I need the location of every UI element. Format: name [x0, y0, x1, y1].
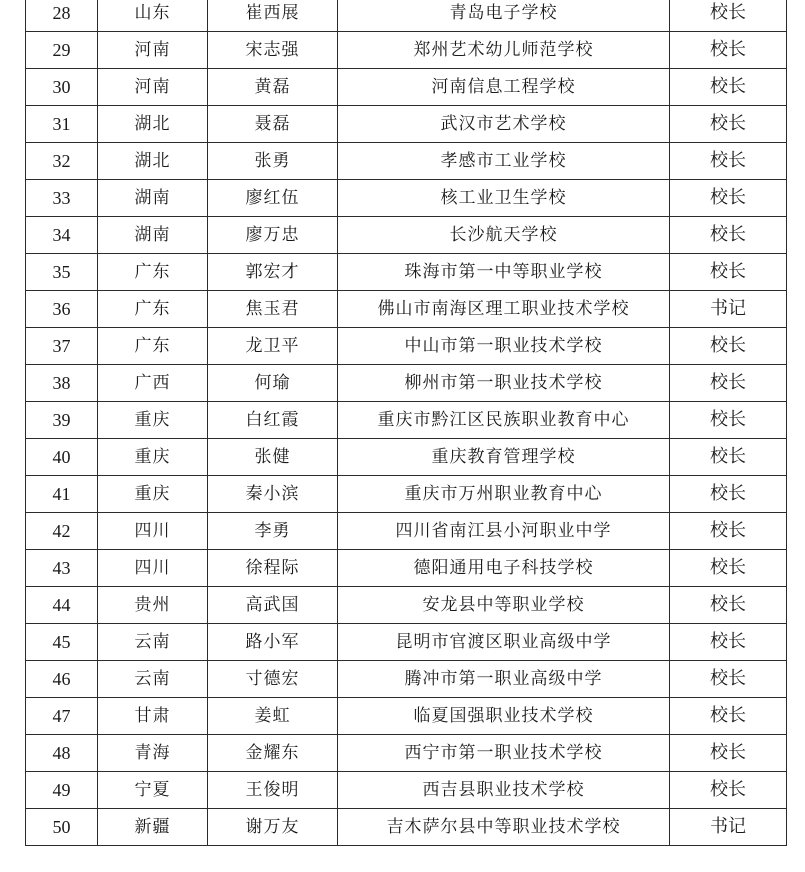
person-name-cell: 崔西展	[208, 0, 338, 32]
position-title-cell: 校长	[670, 328, 787, 365]
table-row	[26, 180, 787, 217]
table-row	[26, 32, 787, 69]
province-cell: 宁夏	[98, 772, 208, 809]
person-name-cell: 谢万友	[208, 809, 338, 846]
table-row	[26, 772, 787, 809]
school-name-cell: 珠海市第一中等职业学校	[338, 254, 670, 291]
province-cell: 甘肃	[98, 698, 208, 735]
person-name-cell: 王俊明	[208, 772, 338, 809]
row-number-cell: 28	[26, 0, 98, 32]
province-cell: 河南	[98, 69, 208, 106]
school-name-cell: 河南信息工程学校	[338, 69, 670, 106]
province-cell: 重庆	[98, 476, 208, 513]
province-cell: 重庆	[98, 439, 208, 476]
school-name-cell: 西吉县职业技术学校	[338, 772, 670, 809]
position-title-cell: 校长	[670, 402, 787, 439]
row-number-cell: 39	[26, 402, 98, 439]
row-number-cell: 37	[26, 328, 98, 365]
row-number-cell: 46	[26, 661, 98, 698]
table-row	[26, 661, 787, 698]
position-title-cell: 校长	[670, 143, 787, 180]
school-name-cell: 腾冲市第一职业高级中学	[338, 661, 670, 698]
province-cell: 广东	[98, 328, 208, 365]
province-cell: 湖北	[98, 143, 208, 180]
province-cell: 四川	[98, 550, 208, 587]
row-number-cell: 38	[26, 365, 98, 402]
school-name-cell: 核工业卫生学校	[338, 180, 670, 217]
school-name-cell: 安龙县中等职业学校	[338, 587, 670, 624]
person-name-cell: 金耀东	[208, 735, 338, 772]
province-cell: 河南	[98, 32, 208, 69]
school-name-cell: 昆明市官渡区职业高级中学	[338, 624, 670, 661]
position-title-cell: 校长	[670, 32, 787, 69]
person-name-cell: 廖万忠	[208, 217, 338, 254]
position-title-cell: 校长	[670, 624, 787, 661]
person-name-cell: 寸德宏	[208, 661, 338, 698]
school-name-cell: 重庆教育管理学校	[338, 439, 670, 476]
position-title-cell: 校长	[670, 735, 787, 772]
row-number-cell: 44	[26, 587, 98, 624]
table-row	[26, 698, 787, 735]
row-number-cell: 42	[26, 513, 98, 550]
school-name-cell: 武汉市艺术学校	[338, 106, 670, 143]
principal-roster-table	[25, 0, 787, 846]
person-name-cell: 徐程际	[208, 550, 338, 587]
school-name-cell: 重庆市黔江区民族职业教育中心	[338, 402, 670, 439]
person-name-cell: 聂磊	[208, 106, 338, 143]
position-title-cell: 校长	[670, 217, 787, 254]
person-name-cell: 李勇	[208, 513, 338, 550]
province-cell: 青海	[98, 735, 208, 772]
table-row	[26, 735, 787, 772]
province-cell: 广西	[98, 365, 208, 402]
table-row	[26, 0, 787, 32]
row-number-cell: 35	[26, 254, 98, 291]
position-title-cell: 校长	[670, 772, 787, 809]
row-number-cell: 29	[26, 32, 98, 69]
position-title-cell: 书记	[670, 809, 787, 846]
province-cell: 湖北	[98, 106, 208, 143]
province-cell: 新疆	[98, 809, 208, 846]
school-name-cell: 四川省南江县小河职业中学	[338, 513, 670, 550]
table-row	[26, 254, 787, 291]
person-name-cell: 廖红伍	[208, 180, 338, 217]
person-name-cell: 高武国	[208, 587, 338, 624]
row-number-cell: 40	[26, 439, 98, 476]
row-number-cell: 32	[26, 143, 98, 180]
roster-table-body	[26, 0, 787, 846]
person-name-cell: 秦小滨	[208, 476, 338, 513]
row-number-cell: 47	[26, 698, 98, 735]
row-number-cell: 33	[26, 180, 98, 217]
person-name-cell: 龙卫平	[208, 328, 338, 365]
table-row	[26, 365, 787, 402]
table-row	[26, 143, 787, 180]
school-name-cell: 郑州艺术幼儿师范学校	[338, 32, 670, 69]
row-number-cell: 36	[26, 291, 98, 328]
province-cell: 广东	[98, 254, 208, 291]
row-number-cell: 50	[26, 809, 98, 846]
person-name-cell: 焦玉君	[208, 291, 338, 328]
person-name-cell: 姜虹	[208, 698, 338, 735]
person-name-cell: 郭宏才	[208, 254, 338, 291]
table-row	[26, 809, 787, 846]
person-name-cell: 黄磊	[208, 69, 338, 106]
row-number-cell: 48	[26, 735, 98, 772]
school-name-cell: 柳州市第一职业技术学校	[338, 365, 670, 402]
person-name-cell: 宋志强	[208, 32, 338, 69]
position-title-cell: 校长	[670, 180, 787, 217]
row-number-cell: 45	[26, 624, 98, 661]
province-cell: 四川	[98, 513, 208, 550]
row-number-cell: 41	[26, 476, 98, 513]
province-cell: 重庆	[98, 402, 208, 439]
position-title-cell: 校长	[670, 587, 787, 624]
table-row	[26, 476, 787, 513]
position-title-cell: 校长	[670, 0, 787, 32]
person-name-cell: 何瑜	[208, 365, 338, 402]
school-name-cell: 德阳通用电子科技学校	[338, 550, 670, 587]
table-row	[26, 328, 787, 365]
table-row	[26, 439, 787, 476]
position-title-cell: 校长	[670, 661, 787, 698]
school-name-cell: 青岛电子学校	[338, 0, 670, 32]
table-row	[26, 69, 787, 106]
row-number-cell: 31	[26, 106, 98, 143]
school-name-cell: 佛山市南海区理工职业技术学校	[338, 291, 670, 328]
province-cell: 湖南	[98, 217, 208, 254]
row-number-cell: 49	[26, 772, 98, 809]
table-row	[26, 217, 787, 254]
province-cell: 贵州	[98, 587, 208, 624]
table-row	[26, 513, 787, 550]
person-name-cell: 路小军	[208, 624, 338, 661]
school-name-cell: 中山市第一职业技术学校	[338, 328, 670, 365]
school-name-cell: 孝感市工业学校	[338, 143, 670, 180]
school-name-cell: 长沙航天学校	[338, 217, 670, 254]
position-title-cell: 校长	[670, 365, 787, 402]
position-title-cell: 书记	[670, 291, 787, 328]
position-title-cell: 校长	[670, 439, 787, 476]
table-row	[26, 587, 787, 624]
province-cell: 广东	[98, 291, 208, 328]
position-title-cell: 校长	[670, 106, 787, 143]
table-row	[26, 106, 787, 143]
school-name-cell: 临夏国强职业技术学校	[338, 698, 670, 735]
person-name-cell: 白红霞	[208, 402, 338, 439]
school-name-cell: 西宁市第一职业技术学校	[338, 735, 670, 772]
position-title-cell: 校长	[670, 513, 787, 550]
position-title-cell: 校长	[670, 254, 787, 291]
table-row	[26, 291, 787, 328]
position-title-cell: 校长	[670, 698, 787, 735]
row-number-cell: 30	[26, 69, 98, 106]
person-name-cell: 张健	[208, 439, 338, 476]
province-cell: 湖南	[98, 180, 208, 217]
position-title-cell: 校长	[670, 550, 787, 587]
school-name-cell: 吉木萨尔县中等职业技术学校	[338, 809, 670, 846]
province-cell: 云南	[98, 624, 208, 661]
position-title-cell: 校长	[670, 476, 787, 513]
table-row	[26, 550, 787, 587]
row-number-cell: 43	[26, 550, 98, 587]
row-number-cell: 34	[26, 217, 98, 254]
table-row	[26, 402, 787, 439]
person-name-cell: 张勇	[208, 143, 338, 180]
province-cell: 云南	[98, 661, 208, 698]
province-cell: 山东	[98, 0, 208, 32]
position-title-cell: 校长	[670, 69, 787, 106]
table-row	[26, 624, 787, 661]
school-name-cell: 重庆市万州职业教育中心	[338, 476, 670, 513]
